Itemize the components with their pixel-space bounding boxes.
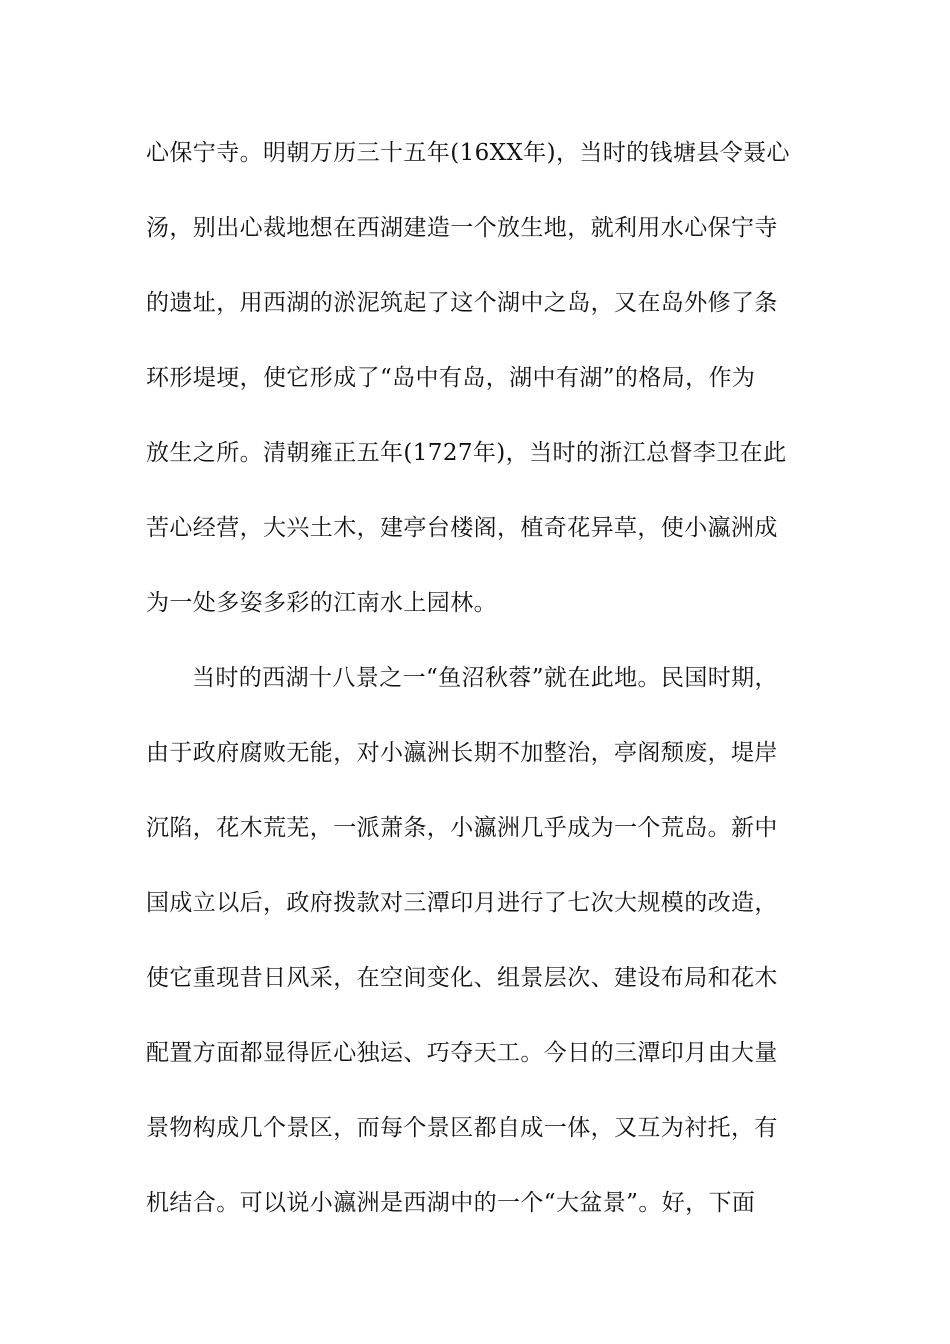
text-line: 配置方面都显得匠心独运、巧夺天工。今日的三潭印月由大量 xyxy=(146,1040,778,1066)
text-line: 为一处多姿多彩的江南水上园林。 xyxy=(146,590,497,616)
paragraph-2 xyxy=(146,653,826,1253)
text-line: 的遗址，用西湖的淤泥筑起了这个湖中之岛，又在岛外修了条 xyxy=(146,290,778,316)
text-line: 国成立以后，政府拨款对三潭印月进行了七次大规模的改造， xyxy=(146,890,778,916)
text-line: 放生之所。清朝雍正五年(1727年)，当时的浙江总督李卫在此 xyxy=(146,440,787,466)
text-line: 由于政府腐败无能，对小瀛洲长期不加整治，亭阁颓废，堤岸 xyxy=(146,740,778,766)
text-line: 苦心经营，大兴土木，建亭台楼阁，植奇花异草，使小瀛洲成 xyxy=(146,515,778,541)
text-line: 沉陷，花木荒芜，一派萧条，小瀛洲几乎成为一个荒岛。新中 xyxy=(146,815,778,841)
text-line: 当时的西湖十八景之一“鱼沼秋蓉”就在此地。民国时期， xyxy=(192,665,778,691)
paragraph-1 xyxy=(146,128,826,653)
text-line: 心保宁寺。明朝万历三十五年(16XX年)，当时的钱塘县令聂心 xyxy=(146,140,790,166)
text-line: 机结合。可以说小瀛洲是西湖中的一个“大盆景”。好，下面 xyxy=(146,1190,756,1216)
text-line: 使它重现昔日风采，在空间变化、组景层次、建设布局和花木 xyxy=(146,965,778,991)
text-line: 汤，别出心裁地想在西湖建造一个放生地，就利用水心保宁寺 xyxy=(146,215,778,241)
body-text xyxy=(146,128,826,1253)
text-line: 景物构成几个景区，而每个景区都自成一体，又互为衬托，有 xyxy=(146,1115,778,1141)
text-line: 环形堤埂，使它形成了“岛中有岛，湖中有湖”的格局，作为 xyxy=(146,365,756,391)
